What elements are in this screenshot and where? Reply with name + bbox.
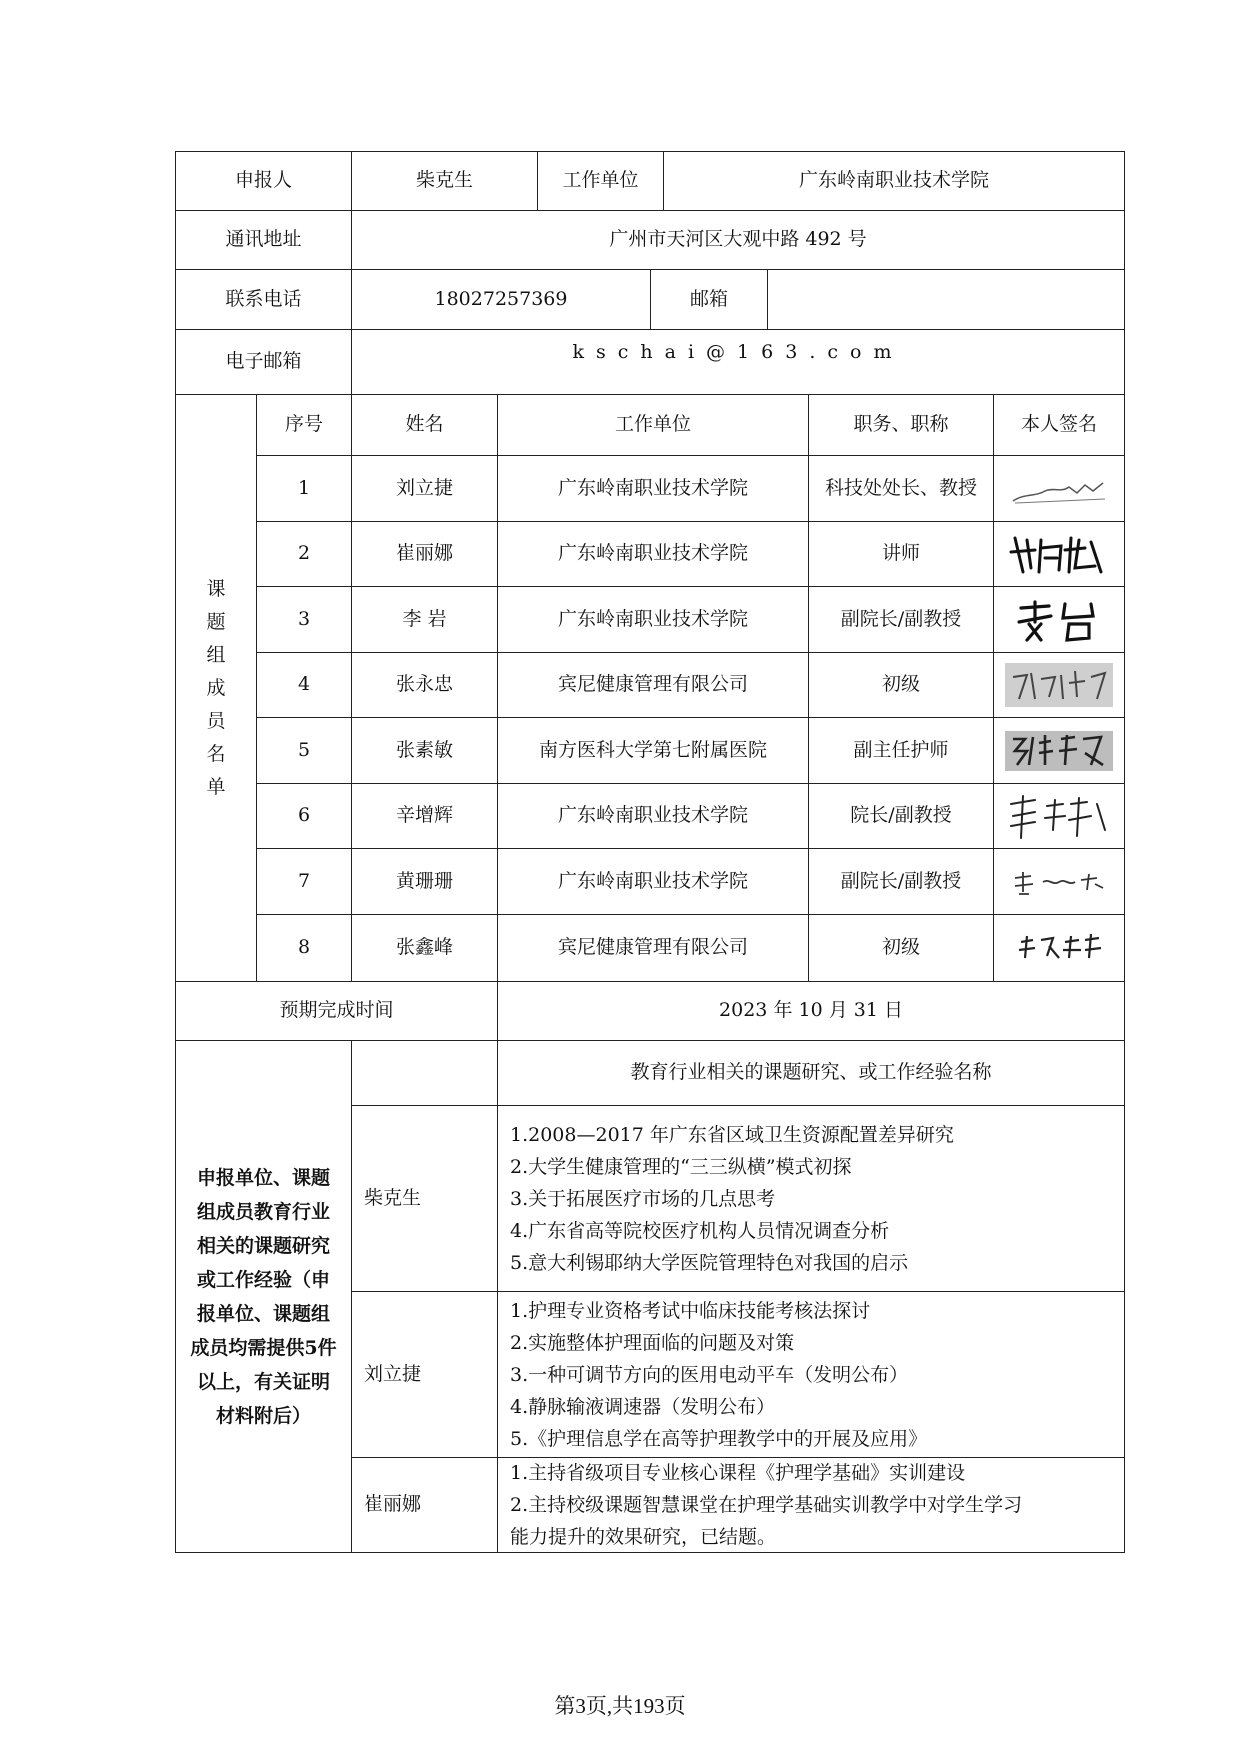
member-signature: [993, 455, 1125, 522]
phone-label: 联系电话: [175, 269, 352, 330]
col-header-name: 姓名: [351, 394, 498, 456]
member-signature: [993, 783, 1125, 849]
postcode-value: [767, 269, 1125, 330]
email-value: kschai@163.com: [351, 329, 1125, 395]
member-unit: 广东岭南职业技术学院: [497, 783, 809, 849]
member-unit: 广东岭南职业技术学院: [497, 586, 809, 653]
member-no: 6: [256, 783, 352, 849]
member-no: 1: [256, 455, 352, 522]
member-name: 李 岩: [351, 586, 498, 653]
member-no: 3: [256, 586, 352, 653]
member-title: 初级: [808, 914, 994, 982]
members-section-label: 课 题 组 成 员 名 单: [175, 394, 257, 982]
member-title: 副院长/副教授: [808, 848, 994, 915]
list-item: 1.护理专业资格考试中临床技能考核法探讨: [510, 1299, 871, 1322]
list-item: 3.一种可调节方向的医用电动平车（发明公布）: [510, 1363, 909, 1386]
address-value: 广州市天河区大观中路 492 号: [351, 210, 1125, 270]
experience-person-name: 刘立捷: [351, 1291, 498, 1458]
member-title: 讲师: [808, 521, 994, 587]
member-unit: 宾尼健康管理有限公司: [497, 652, 809, 718]
postcode-label: 邮箱: [650, 269, 768, 330]
experience-header: 教育行业相关的课题研究、或工作经验名称: [497, 1040, 1125, 1106]
list-item: 2.大学生健康管理的“三三纵横”模式初探: [510, 1155, 852, 1178]
member-no: 4: [256, 652, 352, 718]
address-label: 通讯地址: [175, 210, 352, 270]
signature-image: [994, 915, 1124, 981]
member-signature: [993, 717, 1125, 784]
applicant-label: 申报人: [175, 151, 352, 211]
member-no: 8: [256, 914, 352, 982]
list-item: 5.意大利锡耶纳大学医院管理特色对我国的启示: [510, 1251, 909, 1274]
email-label: 电子邮箱: [175, 329, 352, 395]
unit-label: 工作单位: [537, 151, 664, 211]
member-no: 5: [256, 717, 352, 784]
list-item: 4.广东省高等院校医疗机构人员情况调查分析: [510, 1219, 890, 1242]
signature-image: [994, 456, 1124, 521]
member-unit: 南方医科大学第七附属医院: [497, 717, 809, 784]
member-no: 7: [256, 848, 352, 915]
member-title: 科技处处长、教授: [808, 455, 994, 522]
member-signature: [993, 914, 1125, 982]
member-signature: [993, 652, 1125, 718]
page-number: 第3页,共193页: [554, 1694, 686, 1718]
signature-image: [994, 587, 1124, 652]
member-signature: [993, 521, 1125, 587]
list-item: 2.主持校级课题智慧课堂在护理学基础实训教学中对学生学习: [510, 1494, 1023, 1516]
member-no: 2: [256, 521, 352, 587]
unit-value: 广东岭南职业技术学院: [663, 151, 1125, 211]
list-item: 5.《护理信息学在高等护理教学中的开展及应用》: [510, 1427, 928, 1450]
completion-label: 预期完成时间: [175, 981, 498, 1041]
signature-image: [994, 784, 1124, 848]
experience-list: [497, 1291, 1125, 1458]
member-name: 辛增辉: [351, 783, 498, 849]
experience-person-name: 崔丽娜: [351, 1457, 498, 1553]
member-name: 张素敏: [351, 717, 498, 784]
member-name: 张永忠: [351, 652, 498, 718]
member-name: 张鑫峰: [351, 914, 498, 982]
phone-value: 18027257369: [351, 269, 651, 330]
signature-image: [994, 849, 1124, 914]
list-item: 1.2008—2017 年广东省区域卫生资源配置差异研究: [510, 1123, 954, 1146]
member-signature: [993, 586, 1125, 653]
list-item: 4.静脉输液调速器（发明公布）: [510, 1395, 776, 1418]
member-name: 黄珊珊: [351, 848, 498, 915]
completion-value: 2023 年 10 月 31 日: [497, 981, 1125, 1041]
col-header-no: 序号: [256, 394, 352, 456]
list-item: 1.主持省级项目专业核心课程《护理学基础》实训建设: [510, 1462, 966, 1484]
experience-section-label: 申报单位、课题组成员教育行业相关的课题研究或工作经验（申报单位、课题组成员均需提供5件以上，有关证明材料附后）: [175, 1040, 352, 1553]
member-title: 初级: [808, 652, 994, 718]
list-item: 2.实施整体护理面临的问题及对策: [510, 1331, 795, 1354]
member-title: 副院长/副教授: [808, 586, 994, 653]
signature-image: [994, 718, 1124, 783]
member-signature: [993, 848, 1125, 915]
member-unit: 宾尼健康管理有限公司: [497, 914, 809, 982]
signature-image: [994, 653, 1124, 717]
experience-list: [497, 1457, 1125, 1553]
member-title: 副主任护师: [808, 717, 994, 784]
member-title: 院长/副教授: [808, 783, 994, 849]
member-name: 刘立捷: [351, 455, 498, 522]
experience-list: [497, 1105, 1125, 1292]
list-item: 能力提升的效果研究，已结题。: [510, 1526, 777, 1548]
member-unit: 广东岭南职业技术学院: [497, 455, 809, 522]
member-name: 崔丽娜: [351, 521, 498, 587]
col-header-signature: 本人签名: [993, 394, 1125, 456]
signature-image: [994, 522, 1124, 586]
member-unit: 广东岭南职业技术学院: [497, 848, 809, 915]
col-header-unit: 工作单位: [497, 394, 809, 456]
experience-person-name: 柴克生: [351, 1105, 498, 1292]
applicant-name: 柴克生: [351, 151, 538, 211]
member-unit: 广东岭南职业技术学院: [497, 521, 809, 587]
experience-header-blank: [351, 1040, 498, 1106]
col-header-title: 职务、职称: [808, 394, 994, 456]
list-item: 3.关于拓展医疗市场的几点思考: [510, 1187, 776, 1210]
